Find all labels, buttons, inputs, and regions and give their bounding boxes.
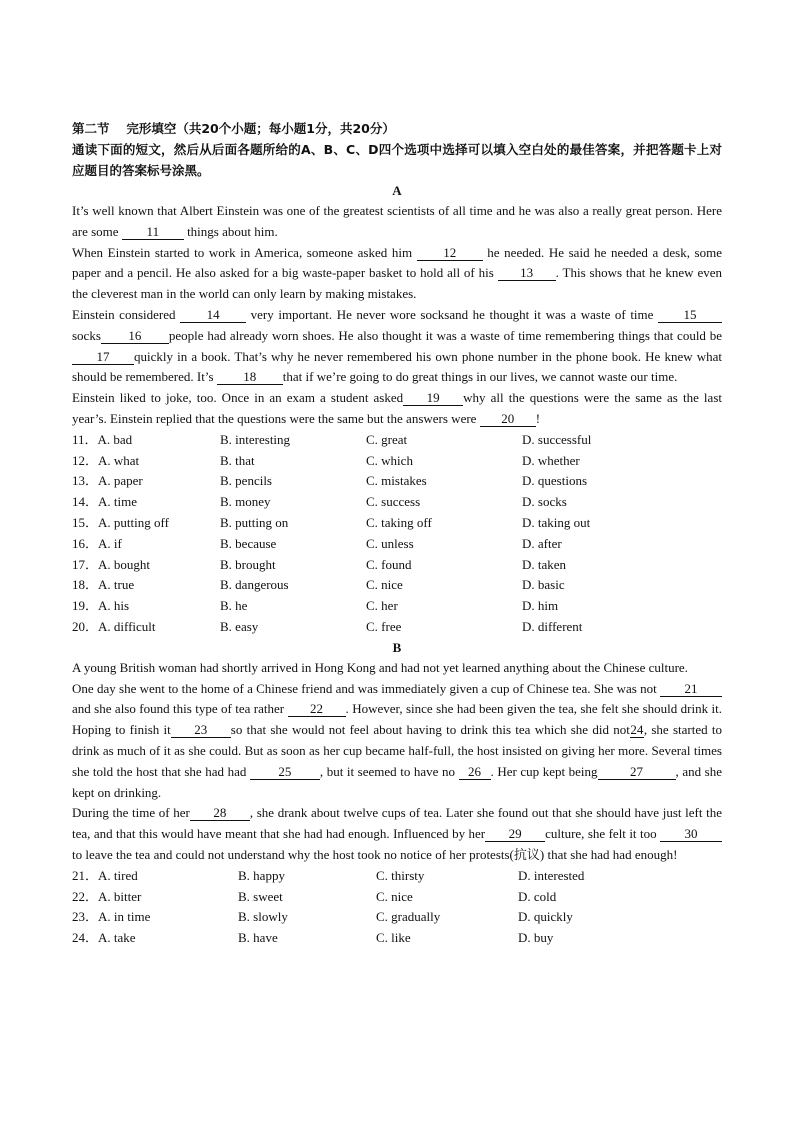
passage-b-label: B: [392, 639, 402, 655]
blank-15: 15: [658, 308, 722, 323]
option-row: 23．A. in time B. slowly C. gradually D. quickly: [72, 909, 573, 925]
passage-a-paragraph-3: Einstein considered 14 very important. He never wore socksand he thought it was a waste of time 15 socks 16 people had already worn shoes. He also thought it was a waste of time remembering things that could be 17 quickly in a book. That’s why he never remembered his own phone number in the phone book. He knew what should be remembered. It’s 18 that if we’re going to do great things in our lives, we cannot waste our time.: [72, 306, 722, 385]
passage-b-paragraph-1: A young British woman had shortly arrived in Hong Kong and had not yet learned anything about the Chinese culture.: [72, 659, 688, 675]
blank-17: 17: [72, 350, 134, 365]
blank-18: 18: [217, 370, 283, 385]
option-row: 17．A. bought B. brought C. found D. taken: [72, 556, 567, 572]
option-row: 24．A. take B. have C. like D. buy: [72, 930, 554, 946]
passage-a-paragraph-2: When Einstein started to work in America, someone asked him 12 he needed. He said he needed a desk, some paper and a pencil. He also asked for a big waste-paper basket to hold all of his 13 . This shows that he knew even the cleverest man in the world can only learn by making mistakes.: [72, 244, 722, 302]
blank-16: 16: [101, 329, 169, 344]
passage-b-paragraph-2: One day she went to the home of a Chinese friend and was immediately given a cup of Chinese tea. She was not 21and she also found this type of tea rather 22 . However, since she had been given the tea, she felt she should drink it. Hoping to finish it 23 so that she would not feel about having to drink this tea which she did not24, she started to drink as much of it as she could. But as soon as her cup became half-full, the host insisted on giving her more. Several times she told the host that she had had 25 , but it seemed to have no 26 . Her cup kept being 27 , and she kept on drinking.: [72, 680, 722, 800]
blank-28: 28: [190, 806, 250, 821]
blank-21: 21: [660, 682, 722, 697]
blank-14: 14: [180, 308, 246, 323]
option-row: 20．A. difficult B. easy C. free D. different: [72, 618, 583, 634]
blank-11: 11: [122, 225, 184, 240]
passage-a-paragraph-4: Einstein liked to joke, too. Once in an exam a student asked 19 why all the questions were the same as the last year’s. Einstein replied that the questions were the same but the answers were 20 !: [72, 390, 722, 426]
option-row: 11．A. bad B. interesting C. great D. successful: [72, 431, 592, 447]
section-heading: 第二节 完形填空（共20个小题；每小题1分，共20分）: [72, 121, 395, 136]
option-row: 15．A. putting off B. putting on C. taking off D. taking out: [72, 514, 591, 530]
option-row: 21．A. tired B. happy C. thirsty D. interested: [72, 867, 585, 883]
blank-22: 22: [288, 702, 346, 717]
blank-19: 19: [403, 391, 463, 406]
option-row: 14．A. time B. money C. success D. socks: [72, 494, 567, 510]
passage-a-label: A: [392, 183, 402, 198]
blank-26: 26: [459, 765, 491, 780]
passage-a-options: [72, 430, 722, 638]
passage-b-paragraph-3: During the time of her 28 , she drank about twelve cups of tea. Later she found out that she should have just left the tea, and that this would have meant that she had had enough. Influenced by her 29 culture, she felt it too 30to leave the tea and could not understand why the host took no notice of her protests(抗议) that she had had enough!: [72, 805, 722, 862]
blank-20: 20: [480, 412, 536, 427]
option-row: 16．A. if B. because C. unless D. after: [72, 535, 562, 551]
blank-23: 23: [171, 723, 231, 738]
blank-12: 12: [417, 246, 483, 261]
passage-b-options: [72, 866, 722, 949]
option-row: 18．A. true B. dangerous C. nice D. basic: [72, 577, 565, 593]
option-row: 12．A. what B. that C. which D. whether: [72, 452, 580, 468]
option-row: 19．A. his B. he C. her D. him: [72, 598, 559, 614]
blank-25: 25: [250, 765, 320, 780]
option-row: 13．A. paper B. pencils C. mistakes D. questions: [72, 473, 587, 489]
blank-27: 27: [598, 765, 676, 780]
instructions: 通读下面的短文，然后从后面各题所给的A、B、C、D四个选项中选择可以填入空白处的最佳答案，并把答题卡上对应题目的答案标号涂黑。: [72, 142, 722, 178]
blank-29: 29: [485, 827, 545, 842]
option-row: 22．A. bitter B. sweet C. nice D. cold: [72, 888, 557, 904]
passage-a-paragraph-1: It’s well known that Albert Einstein was one of the greatest scientists of all time and he was also a really great person. Here are some 11 things about him.: [72, 203, 722, 239]
blank-24: 24: [630, 722, 644, 738]
blank-13: 13: [498, 266, 556, 281]
exam-page: [72, 118, 722, 949]
blank-30: 30: [660, 827, 722, 842]
